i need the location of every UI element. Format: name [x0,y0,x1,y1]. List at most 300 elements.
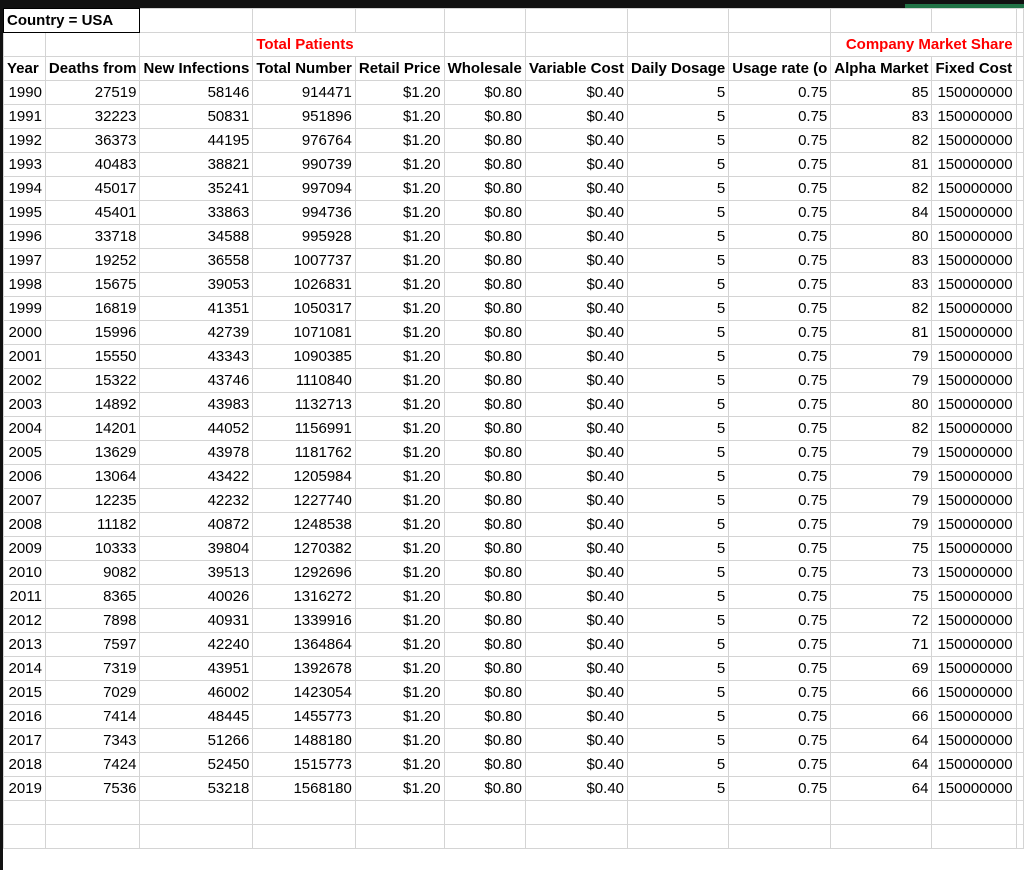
data-cell[interactable]: 5 [628,513,729,537]
data-cell[interactable]: $0.40 [525,81,627,105]
data-cell[interactable]: $1.20 [355,273,444,297]
data-cell[interactable]: 150000000 [932,177,1016,201]
data-cell[interactable]: $0.80 [444,129,525,153]
data-cell[interactable]: $0.80 [444,441,525,465]
data-cell[interactable]: $0.40 [525,681,627,705]
empty-cell[interactable] [932,825,1016,849]
empty-cell[interactable] [1016,129,1023,153]
data-cell[interactable]: 44195 [140,129,253,153]
data-cell[interactable]: 1071081 [253,321,356,345]
column-header[interactable]: Deaths from [45,57,140,81]
data-cell[interactable]: 150000000 [932,105,1016,129]
data-cell[interactable]: $0.80 [444,321,525,345]
empty-cell[interactable] [1016,177,1023,201]
data-cell[interactable]: 9082 [45,561,140,585]
data-cell[interactable]: 13629 [45,441,140,465]
data-cell[interactable]: $0.80 [444,345,525,369]
data-cell[interactable]: 66 [831,705,932,729]
column-header[interactable]: Variable Cost [525,57,627,81]
data-cell[interactable]: 38821 [140,153,253,177]
data-cell[interactable]: 5 [628,465,729,489]
data-cell[interactable]: 7343 [45,729,140,753]
empty-cell[interactable] [1016,321,1023,345]
data-cell[interactable]: 45401 [45,201,140,225]
year-cell[interactable]: 2011 [4,585,46,609]
data-cell[interactable]: 150000000 [932,657,1016,681]
data-cell[interactable]: 150000000 [932,537,1016,561]
data-cell[interactable]: 8365 [45,585,140,609]
row-country[interactable] [4,9,1024,33]
data-cell[interactable]: 46002 [140,681,253,705]
data-cell[interactable]: 14892 [45,393,140,417]
data-cell[interactable]: 0.75 [729,489,831,513]
data-cell[interactable]: $0.80 [444,585,525,609]
data-cell[interactable]: 69 [831,657,932,681]
table-row[interactable] [4,489,1024,513]
data-cell[interactable]: $0.80 [444,729,525,753]
data-cell[interactable]: 39804 [140,537,253,561]
data-cell[interactable]: $0.80 [444,537,525,561]
table-row[interactable] [4,105,1024,129]
data-cell[interactable]: 42240 [140,633,253,657]
empty-cell[interactable] [1016,153,1023,177]
year-cell[interactable]: 2018 [4,753,46,777]
table-row[interactable] [4,753,1024,777]
data-cell[interactable]: 0.75 [729,513,831,537]
data-cell[interactable]: 79 [831,489,932,513]
data-cell[interactable]: 0.75 [729,633,831,657]
year-cell[interactable]: 2007 [4,489,46,513]
data-cell[interactable]: $0.40 [525,201,627,225]
data-cell[interactable]: 1515773 [253,753,356,777]
data-cell[interactable]: $0.40 [525,729,627,753]
data-cell[interactable]: 1090385 [253,345,356,369]
empty-cell[interactable] [1016,489,1023,513]
table-row[interactable] [4,273,1024,297]
data-cell[interactable]: 150000000 [932,345,1016,369]
data-cell[interactable]: 976764 [253,129,356,153]
data-cell[interactable]: $1.20 [355,417,444,441]
empty-cell[interactable] [1016,345,1023,369]
data-cell[interactable]: 150000000 [932,273,1016,297]
year-cell[interactable]: 2002 [4,369,46,393]
data-cell[interactable]: 150000000 [932,297,1016,321]
data-cell[interactable]: $0.80 [444,105,525,129]
data-cell[interactable]: 75 [831,537,932,561]
data-cell[interactable]: $0.80 [444,81,525,105]
data-cell[interactable]: $1.20 [355,105,444,129]
data-cell[interactable]: 79 [831,513,932,537]
data-cell[interactable]: 1227740 [253,489,356,513]
data-cell[interactable]: $1.20 [355,249,444,273]
data-cell[interactable]: $0.80 [444,417,525,441]
empty-cell[interactable] [140,801,253,825]
data-cell[interactable]: 150000000 [932,705,1016,729]
data-cell[interactable]: 1392678 [253,657,356,681]
data-cell[interactable]: 52450 [140,753,253,777]
data-cell[interactable]: $0.40 [525,705,627,729]
year-cell[interactable]: 2019 [4,777,46,801]
empty-cell[interactable] [1016,9,1023,33]
data-cell[interactable]: 0.75 [729,441,831,465]
data-cell[interactable]: 64 [831,777,932,801]
data-cell[interactable]: $0.80 [444,369,525,393]
empty-cell[interactable] [1016,681,1023,705]
data-cell[interactable]: 0.75 [729,705,831,729]
year-cell[interactable]: 1992 [4,129,46,153]
data-cell[interactable]: 66 [831,681,932,705]
year-cell[interactable]: 2008 [4,513,46,537]
data-cell[interactable]: 150000000 [932,249,1016,273]
data-cell[interactable]: 43951 [140,657,253,681]
year-cell[interactable]: 2009 [4,537,46,561]
data-cell[interactable]: $1.20 [355,657,444,681]
data-cell[interactable]: $1.20 [355,129,444,153]
year-cell[interactable]: 2003 [4,393,46,417]
data-cell[interactable]: $1.20 [355,753,444,777]
data-cell[interactable]: 5 [628,393,729,417]
data-cell[interactable]: 5 [628,537,729,561]
year-cell[interactable]: 1998 [4,273,46,297]
data-cell[interactable]: 36373 [45,129,140,153]
empty-cell[interactable] [1016,633,1023,657]
table-row[interactable] [4,225,1024,249]
column-header[interactable]: New Infections [140,57,253,81]
data-cell[interactable]: 5 [628,273,729,297]
data-cell[interactable]: 58146 [140,81,253,105]
data-cell[interactable]: $1.20 [355,393,444,417]
data-cell[interactable]: $0.80 [444,201,525,225]
data-cell[interactable]: 0.75 [729,81,831,105]
total-patients-header[interactable]: Total Patients [253,33,444,57]
data-cell[interactable]: $0.40 [525,657,627,681]
empty-row[interactable] [4,825,1024,849]
data-cell[interactable]: 0.75 [729,177,831,201]
data-cell[interactable]: $0.40 [525,153,627,177]
data-cell[interactable]: $0.80 [444,489,525,513]
data-cell[interactable]: 82 [831,129,932,153]
data-cell[interactable]: 1248538 [253,513,356,537]
data-cell[interactable]: 994736 [253,201,356,225]
data-cell[interactable]: 84 [831,201,932,225]
year-cell[interactable]: 2014 [4,657,46,681]
data-cell[interactable]: $1.20 [355,81,444,105]
data-cell[interactable]: $0.40 [525,345,627,369]
year-cell[interactable]: 1997 [4,249,46,273]
data-cell[interactable]: 14201 [45,417,140,441]
data-cell[interactable]: $0.80 [444,393,525,417]
data-cell[interactable]: 0.75 [729,729,831,753]
table-row[interactable] [4,201,1024,225]
row-group-headers[interactable] [4,33,1024,57]
data-cell[interactable]: 0.75 [729,753,831,777]
empty-cell[interactable] [444,9,525,33]
column-header[interactable]: Fixed Cost [932,57,1016,81]
table-row[interactable] [4,321,1024,345]
data-cell[interactable]: 150000000 [932,225,1016,249]
empty-cell[interactable] [1016,105,1023,129]
column-header[interactable]: Retail Price [355,57,444,81]
data-cell[interactable]: 150000000 [932,201,1016,225]
data-cell[interactable]: 1423054 [253,681,356,705]
data-cell[interactable]: 36558 [140,249,253,273]
data-cell[interactable]: 150000000 [932,729,1016,753]
empty-cell[interactable] [831,9,932,33]
empty-cell[interactable] [1016,249,1023,273]
data-cell[interactable]: 1007737 [253,249,356,273]
data-cell[interactable]: 40483 [45,153,140,177]
data-cell[interactable]: 79 [831,465,932,489]
data-cell[interactable]: 45017 [45,177,140,201]
empty-cell[interactable] [729,801,831,825]
data-cell[interactable]: 1292696 [253,561,356,585]
data-cell[interactable]: 0.75 [729,465,831,489]
data-cell[interactable]: 0.75 [729,105,831,129]
data-cell[interactable]: $0.80 [444,513,525,537]
data-cell[interactable]: 82 [831,297,932,321]
data-cell[interactable]: 7319 [45,657,140,681]
data-cell[interactable]: $1.20 [355,369,444,393]
empty-cell[interactable] [1016,561,1023,585]
data-cell[interactable]: $1.20 [355,201,444,225]
data-cell[interactable]: 150000000 [932,465,1016,489]
data-cell[interactable]: 5 [628,441,729,465]
data-cell[interactable]: $0.80 [444,561,525,585]
empty-cell[interactable] [140,825,253,849]
data-cell[interactable]: 150000000 [932,321,1016,345]
data-cell[interactable]: 5 [628,681,729,705]
table-row[interactable] [4,249,1024,273]
table-row[interactable] [4,81,1024,105]
empty-cell[interactable] [1016,825,1023,849]
data-cell[interactable]: 5 [628,561,729,585]
data-cell[interactable]: $0.40 [525,177,627,201]
data-cell[interactable]: 150000000 [932,153,1016,177]
empty-cell[interactable] [1016,513,1023,537]
table-row[interactable] [4,705,1024,729]
data-cell[interactable]: 40026 [140,585,253,609]
data-cell[interactable]: 150000000 [932,561,1016,585]
data-cell[interactable]: 0.75 [729,321,831,345]
data-cell[interactable]: $1.20 [355,585,444,609]
data-cell[interactable]: 951896 [253,105,356,129]
data-cell[interactable]: 1205984 [253,465,356,489]
empty-cell[interactable] [1016,225,1023,249]
data-cell[interactable]: 150000000 [932,129,1016,153]
data-cell[interactable]: 5 [628,201,729,225]
data-cell[interactable]: $0.40 [525,417,627,441]
data-cell[interactable]: 15322 [45,369,140,393]
data-cell[interactable]: 79 [831,345,932,369]
empty-cell[interactable] [1016,201,1023,225]
data-cell[interactable]: $0.80 [444,657,525,681]
empty-row[interactable] [4,801,1024,825]
data-cell[interactable]: 995928 [253,225,356,249]
data-cell[interactable]: $1.20 [355,153,444,177]
data-cell[interactable]: 79 [831,369,932,393]
data-cell[interactable]: $0.40 [525,537,627,561]
data-cell[interactable]: 5 [628,153,729,177]
year-cell[interactable]: 2017 [4,729,46,753]
data-cell[interactable]: 0.75 [729,297,831,321]
data-cell[interactable]: 39513 [140,561,253,585]
data-cell[interactable]: $1.20 [355,729,444,753]
table-row[interactable] [4,393,1024,417]
table-row[interactable] [4,417,1024,441]
data-cell[interactable]: 5 [628,609,729,633]
data-cell[interactable]: 5 [628,417,729,441]
empty-cell[interactable] [444,33,525,57]
year-cell[interactable]: 2013 [4,633,46,657]
data-cell[interactable]: 1455773 [253,705,356,729]
data-cell[interactable]: 5 [628,585,729,609]
data-cell[interactable]: 150000000 [932,393,1016,417]
data-cell[interactable]: 80 [831,393,932,417]
empty-cell[interactable] [4,825,46,849]
data-cell[interactable]: 0.75 [729,153,831,177]
column-header[interactable]: Year [4,57,46,81]
empty-cell[interactable] [1016,537,1023,561]
data-cell[interactable]: 50831 [140,105,253,129]
empty-cell[interactable] [525,801,627,825]
table-row[interactable] [4,681,1024,705]
table-row[interactable] [4,537,1024,561]
data-cell[interactable]: 150000000 [932,633,1016,657]
column-header[interactable]: Usage rate (o [729,57,831,81]
data-cell[interactable]: $0.80 [444,177,525,201]
data-cell[interactable]: 1488180 [253,729,356,753]
data-cell[interactable]: $1.20 [355,297,444,321]
data-cell[interactable]: 44052 [140,417,253,441]
data-cell[interactable]: 48445 [140,705,253,729]
data-cell[interactable]: 16819 [45,297,140,321]
empty-cell[interactable] [1016,417,1023,441]
year-cell[interactable]: 1999 [4,297,46,321]
empty-cell[interactable] [628,33,729,57]
data-cell[interactable]: 40931 [140,609,253,633]
empty-cell[interactable] [1016,297,1023,321]
row-column-headers[interactable] [4,57,1024,81]
year-cell[interactable]: 2001 [4,345,46,369]
data-cell[interactable]: $0.40 [525,561,627,585]
table-row[interactable] [4,177,1024,201]
data-cell[interactable]: 0.75 [729,417,831,441]
empty-cell[interactable] [932,9,1016,33]
data-cell[interactable]: 1316272 [253,585,356,609]
data-cell[interactable]: $1.20 [355,441,444,465]
year-cell[interactable]: 2006 [4,465,46,489]
data-cell[interactable]: 1339916 [253,609,356,633]
data-cell[interactable]: 53218 [140,777,253,801]
data-cell[interactable]: 150000000 [932,513,1016,537]
data-cell[interactable]: 5 [628,657,729,681]
table-row[interactable] [4,369,1024,393]
empty-cell[interactable] [525,9,627,33]
data-cell[interactable]: $1.20 [355,705,444,729]
data-cell[interactable]: 64 [831,729,932,753]
data-cell[interactable]: 5 [628,105,729,129]
data-cell[interactable]: $0.40 [525,297,627,321]
data-cell[interactable]: 1364864 [253,633,356,657]
data-cell[interactable]: 5 [628,777,729,801]
data-cell[interactable]: 83 [831,273,932,297]
data-cell[interactable]: 32223 [45,105,140,129]
column-header[interactable]: Daily Dosage [628,57,729,81]
data-cell[interactable]: $1.20 [355,609,444,633]
data-cell[interactable]: $1.20 [355,513,444,537]
empty-cell[interactable] [1016,729,1023,753]
empty-cell[interactable] [1016,585,1023,609]
data-cell[interactable]: 5 [628,369,729,393]
data-cell[interactable]: 85 [831,81,932,105]
table-row[interactable] [4,585,1024,609]
country-cell[interactable]: Country = USA [4,9,140,33]
data-cell[interactable]: $1.20 [355,177,444,201]
data-cell[interactable]: 914471 [253,81,356,105]
data-cell[interactable]: 72 [831,609,932,633]
data-cell[interactable]: 5 [628,249,729,273]
data-cell[interactable]: 82 [831,417,932,441]
empty-cell[interactable] [1016,777,1023,801]
data-cell[interactable]: 71 [831,633,932,657]
data-cell[interactable]: 0.75 [729,681,831,705]
data-cell[interactable]: $0.40 [525,321,627,345]
data-cell[interactable]: 5 [628,297,729,321]
empty-cell[interactable] [1016,81,1023,105]
data-cell[interactable]: $0.40 [525,489,627,513]
data-cell[interactable]: $0.40 [525,225,627,249]
data-cell[interactable]: 43983 [140,393,253,417]
data-cell[interactable]: 150000000 [932,681,1016,705]
data-cell[interactable]: 12235 [45,489,140,513]
data-cell[interactable]: $1.20 [355,633,444,657]
data-cell[interactable]: 43978 [140,441,253,465]
data-cell[interactable]: $0.80 [444,681,525,705]
data-cell[interactable]: 81 [831,153,932,177]
data-cell[interactable]: 5 [628,705,729,729]
data-cell[interactable]: $1.20 [355,537,444,561]
data-cell[interactable]: 150000000 [932,441,1016,465]
data-cell[interactable]: 150000000 [932,369,1016,393]
table-row[interactable] [4,465,1024,489]
data-cell[interactable]: 150000000 [932,585,1016,609]
data-cell[interactable]: 1132713 [253,393,356,417]
data-cell[interactable]: 5 [628,345,729,369]
data-cell[interactable]: 0.75 [729,777,831,801]
table-row[interactable] [4,129,1024,153]
data-cell[interactable]: $0.80 [444,273,525,297]
data-cell[interactable]: $1.20 [355,465,444,489]
empty-cell[interactable] [1016,33,1023,57]
data-cell[interactable]: 0.75 [729,369,831,393]
data-cell[interactable]: $1.20 [355,681,444,705]
data-cell[interactable]: 0.75 [729,561,831,585]
table-row[interactable] [4,729,1024,753]
data-cell[interactable]: $0.40 [525,249,627,273]
data-cell[interactable]: 15996 [45,321,140,345]
year-cell[interactable]: 2004 [4,417,46,441]
data-cell[interactable]: 1026831 [253,273,356,297]
data-cell[interactable]: 15550 [45,345,140,369]
empty-cell[interactable] [355,825,444,849]
data-cell[interactable]: 83 [831,249,932,273]
year-cell[interactable]: 2015 [4,681,46,705]
data-cell[interactable]: 51266 [140,729,253,753]
data-cell[interactable]: 0.75 [729,225,831,249]
data-cell[interactable]: 0.75 [729,393,831,417]
data-cell[interactable]: $1.20 [355,489,444,513]
empty-cell[interactable] [1016,57,1023,81]
